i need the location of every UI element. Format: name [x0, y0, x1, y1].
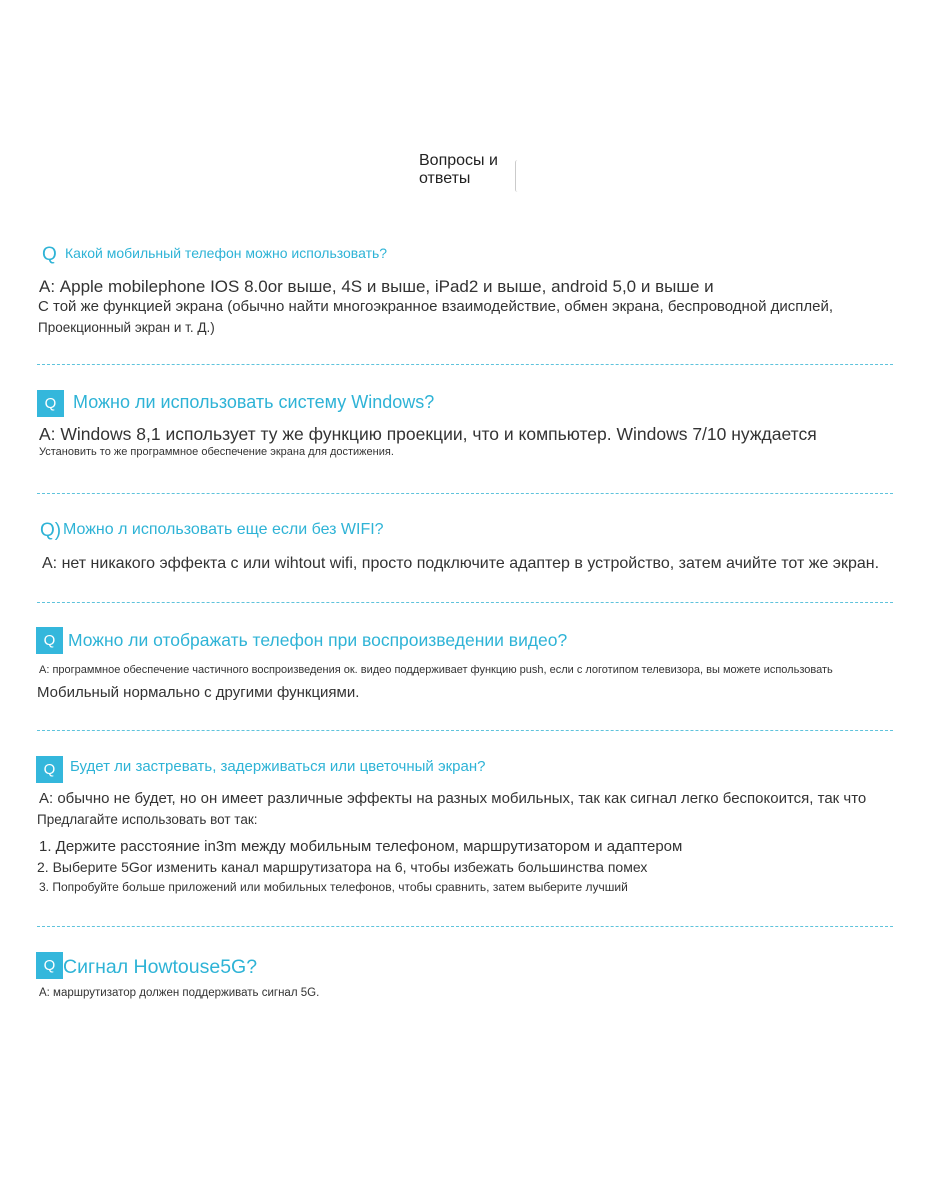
- question-marker: Q: [36, 952, 63, 979]
- answer-line: 3. Попробуйте больше приложений или мобильных телефонов, чтобы сравнить, затем выберите лучший: [39, 880, 628, 894]
- answer-line: Установить то же программное обеспечение экрана для достижения.: [39, 446, 394, 458]
- divider: [37, 730, 893, 731]
- page-title: Вопросы и ответы: [419, 152, 498, 187]
- divider: [37, 602, 893, 603]
- question-text: Можно л использовать еще если без WIFI?: [63, 521, 384, 538]
- question-text: Сигнал Howtouse5G?: [63, 956, 258, 978]
- answer-line: А: маршрутизатор должен поддерживать сигнал 5G.: [39, 987, 320, 999]
- answer-line: 1. Держите расстояние in3m между мобильным телефоном, маршрутизатором и адаптером: [39, 838, 683, 855]
- question-marker: Q: [36, 756, 63, 783]
- question-marker: Q: [42, 244, 57, 265]
- question-marker: Q): [40, 520, 62, 541]
- question-text: Можно ли отображать телефон при воспроизведении видео?: [68, 630, 568, 650]
- title-mark: [515, 160, 520, 192]
- answer-line: Проекционный экран и т. Д.): [38, 320, 215, 335]
- question-marker: Q: [37, 390, 64, 417]
- question-marker: Q: [36, 627, 63, 654]
- question-text: Будет ли застревать, задерживаться или цветочный экран?: [70, 758, 486, 775]
- divider: [37, 926, 893, 927]
- answer-line: 2. Выберите 5Gor изменить канал маршрутизатора на 6, чтобы избежать большинства помех: [37, 859, 648, 875]
- question-text: Какой мобильный телефон можно использовать?: [65, 245, 388, 261]
- answer-line: Мобильный нормально с другими функциями.: [37, 684, 360, 701]
- answer-line: С той же функцией экрана (обычно найти многоэкранное взаимодействие, обмен экрана, беспроводной дисплей,: [38, 298, 834, 315]
- answer-line: А: Apple mobilephone IOS 8.0or выше, 4S и выше, iPad2 и выше, android 5,0 и выше и: [39, 277, 714, 296]
- answer-line: А: обычно не будет, но он имеет различные эффекты на разных мобильных, так как сигнал легко беспокоится, так что: [39, 790, 867, 807]
- answer-line: А: нет никакого эффекта с или wihtout wifi, просто подключите адаптер в устройство, затем ачийте тот же экран.: [42, 555, 880, 572]
- answer-line: А: программное обеспечение частичного воспроизведения ок. видео поддерживает функцию push, если с логотипом телевизора, вы можете использовать: [39, 664, 833, 676]
- answer-line: А: Windows 8,1 использует ту же функцию проекции, что и компьютер. Windows 7/10 нуждается: [39, 424, 817, 444]
- divider: [37, 364, 893, 365]
- answer-line: Предлагайте использовать вот так:: [37, 812, 258, 827]
- question-text: Можно ли использовать систему Windows?: [73, 392, 435, 412]
- divider: [37, 493, 893, 494]
